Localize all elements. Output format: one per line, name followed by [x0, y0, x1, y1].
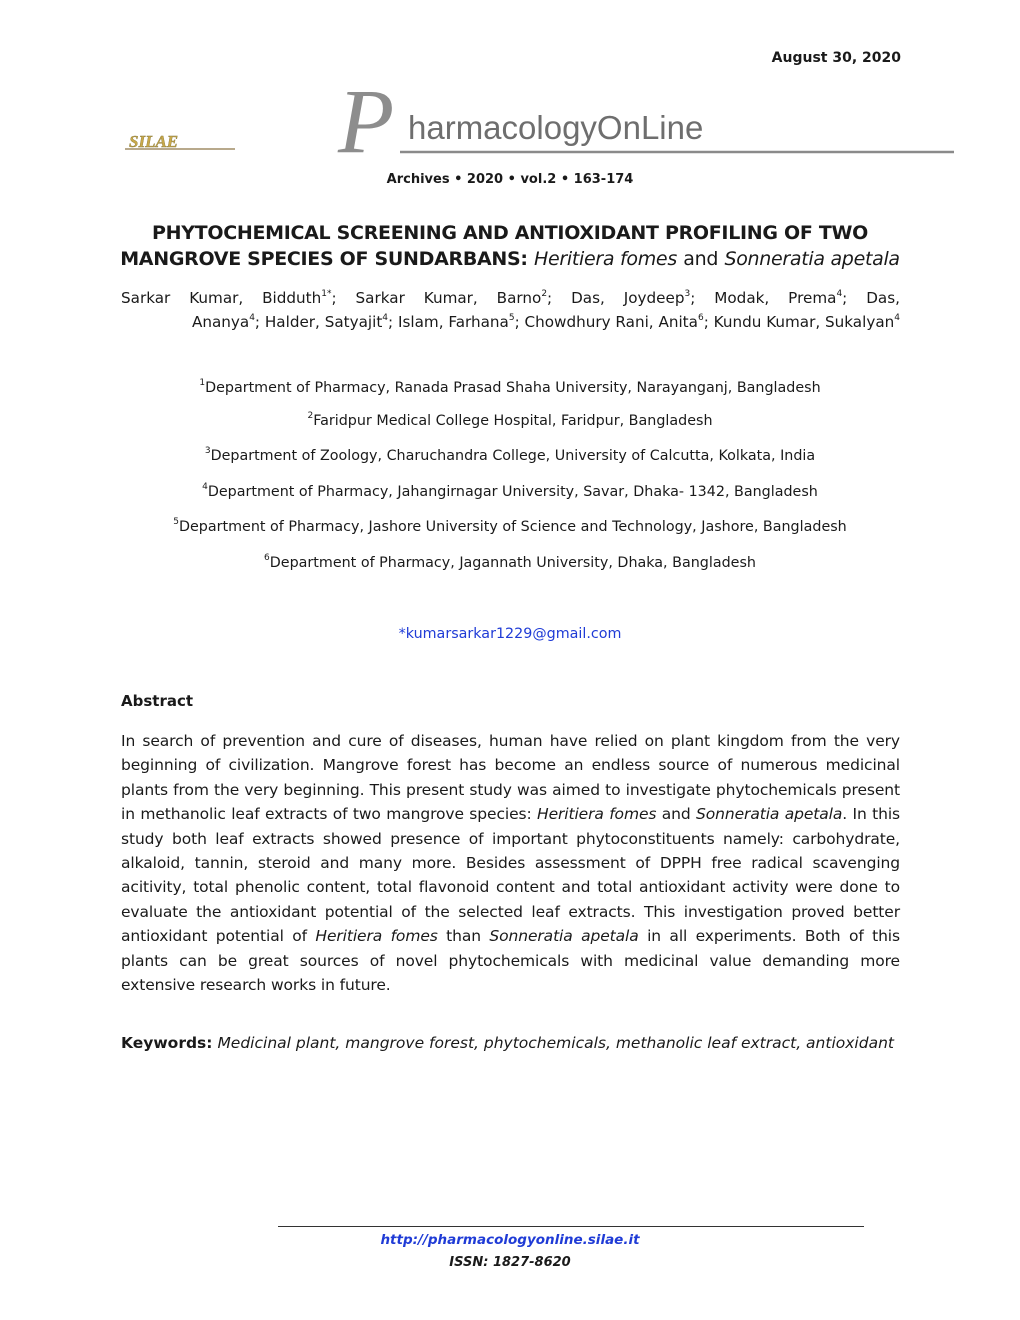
author-4: Modak, Prema$^4$ — [714, 289, 843, 307]
author-2: Sarkar Kumar, Barno$^2$ — [355, 289, 548, 307]
author-5-rest: Ananya$^4$ — [191, 313, 255, 331]
title-and: and — [683, 248, 719, 270]
author-5-first: Das, — [866, 289, 900, 307]
keywords — [121, 1031, 900, 1055]
paper-title — [100, 220, 920, 272]
title-line-2 — [100, 246, 920, 272]
author-list-line-2: Ananya$^4$; Halder, Satyajit$^4$; Islam, Farhana$^5$; Chowdhury Rani, Anita$^6$; Kundu Kumar, Sukalyan$^4$ — [191, 313, 900, 331]
title-line-1: PHYTOCHEMICAL SCREENING AND ANTIOXIDANT PROFILING OF TWO — [152, 222, 868, 244]
affiliation-2: $^2$Faridpur Medical College Hospital, Faridpur, Bangladesh — [307, 411, 713, 429]
affiliation-6: $^6$Department of Pharmacy, Jagannath University, Dhaka, Bangladesh — [264, 553, 756, 571]
title-line-2-bold: MANGROVE SPECIES OF SUNDARBANS: — [120, 248, 528, 270]
abstract-body: In search of prevention and cure of diseases, human have relied on plant kingdom from the very beginning of civilization. Mangrove forest has become an endless source of numerous medicinal plants from the very beginning. This present study was aimed to investigate phytochemicals present in methanolic leaf extracts of two mangrove species: Heritiera fomes and Sonneratia apetala. In this study both leaf extracts showed presence of important phytoconstituents namely: carbohydrate, alkaloid, tannin, steroid and many more. Besides assessment of DPPH free radical scavenging acitivity, total phenolic content, total flavonoid content and total antioxidant activity were done to evaluate the antioxidant potential of the selected leaf extracts. This investigation proved better antioxidant potential of Heritiera fomes than Sonneratia apetala in all experiments. Both of this plants can be great sources of novel phytochemicals with medicinal value demanding more extensive research works in future. — [121, 732, 901, 995]
abstract-heading: Abstract — [121, 692, 194, 710]
author-8: Chowdhury Rani, Anita$^6$ — [524, 313, 704, 331]
logo-initial: P — [338, 82, 395, 164]
pharmacology-online-logo — [330, 82, 954, 164]
footer-divider — [278, 1226, 864, 1227]
affiliation-1: $^1$Department of Pharmacy, Ranada Prasad Shaha University, Narayanganj, Bangladesh — [199, 378, 821, 396]
corresponding-email-link[interactable]: *kumarsarkar1229@gmail.com — [398, 626, 622, 642]
archives-line: Archives • 2020 • vol.2 • 163-174 — [386, 172, 634, 187]
keywords-label: Keywords: — [121, 1034, 213, 1052]
journal-url-link[interactable]: http://pharmacologyonline.silae.it — [380, 1232, 640, 1248]
affiliation-5: $^5$Department of Pharmacy, Jashore University of Science and Technology, Jashore, Bangladesh — [173, 517, 847, 535]
journal-issn: ISSN: 1827-8620 — [449, 1255, 571, 1270]
title-species-1: Heritiera fomes — [534, 248, 677, 270]
author-list-line-1: Sarkar Kumar, Bidduth$^{1*}$; Sarkar Kumar, Barno$^2$; Das, Joydeep$^3$; Modak, Prema$^4$; Das, — [121, 289, 900, 307]
author-1: Sarkar Kumar, Bidduth$^{1*}$ — [121, 289, 332, 307]
silae-logo-text: SILAE — [129, 132, 179, 151]
author-7: Islam, Farhana$^5$ — [397, 313, 515, 331]
affiliation-3: $^3$Department of Zoology, Charuchandra College, University of Calcutta, Kolkata, India — [204, 446, 816, 464]
author-9: Kundu Kumar, Sukalyan$^4$ — [713, 313, 900, 331]
author-3: Das, Joydeep$^3$ — [571, 289, 691, 307]
logo-text: harmacologyOnLine — [408, 109, 704, 146]
author-6: Halder, Satyajit$^4$ — [264, 313, 389, 331]
keywords-text: Medicinal plant, mangrove forest, phytochemicals, methanolic leaf extract, antioxidant — [217, 1034, 894, 1052]
silae-logo — [125, 127, 235, 157]
title-species-2: Sonneratia apetala — [724, 248, 900, 270]
affiliation-4: $^4$Department of Pharmacy, Jahangirnagar University, Savar, Dhaka- 1342, Bangladesh — [202, 482, 818, 500]
publication-date: August 30, 2020 — [771, 50, 901, 66]
